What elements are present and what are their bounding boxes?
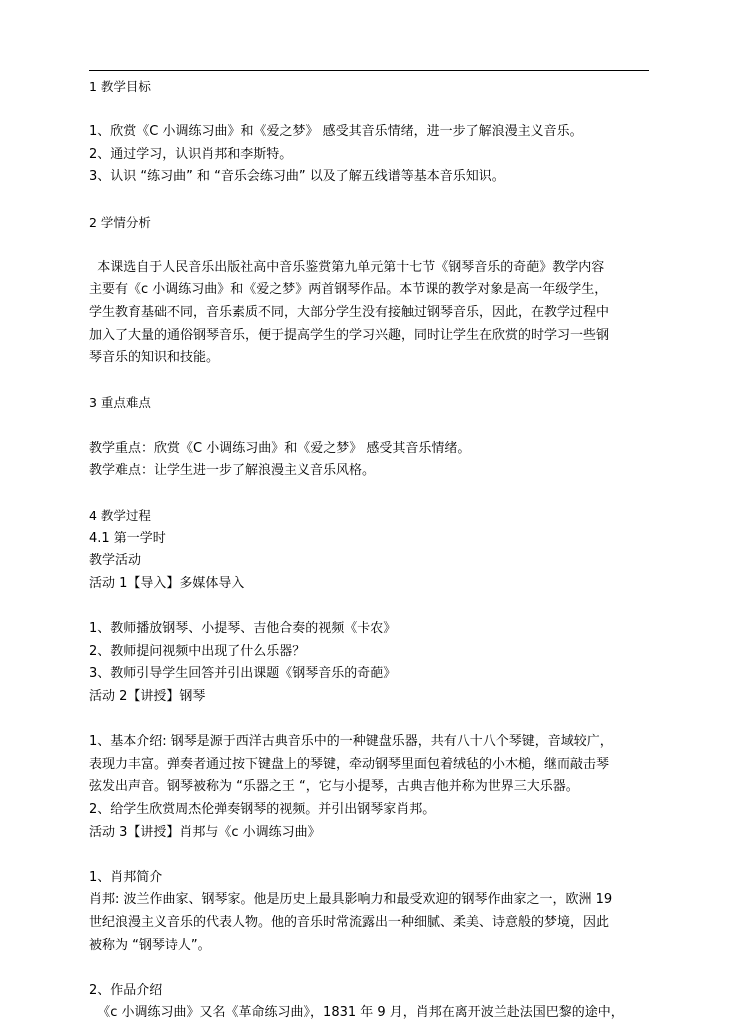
section-heading-goals: 1 教学目标 [89,79,151,94]
section-heading-process: 4 教学过程 [89,508,151,524]
activity-line: 弦发出声音。钢琴被称为 “乐器之王 “，它与小提琴，古典吉他并称为世界三大乐器。 [89,779,579,795]
spacer [89,189,649,212]
activity-line: 表现力丰富。弹奏者通过按下键盘上的琴键，牵动钢琴里面包着绒毡的小木槌，继而敲击琴 [89,756,610,772]
analysis-line: 本课选自于人民音乐出版社高中音乐鉴赏第九单元第十七节《钢琴音乐的奇葩》教学内容 [89,259,605,275]
chopin-intro-line: 肖邦: 波兰作曲家、钢琴家。他是历史上最具影响力和最受欢迎的钢琴作曲家之一，欧洲 19 [89,892,613,908]
spacer [89,415,649,438]
analysis-line: 学生教育基础不同，音乐素质不同，大部分学生没有接触过钢琴音乐，因此，在教学过程中 [89,304,610,320]
spacer [89,99,649,122]
spacer [89,483,649,506]
works-heading: 2、作品介绍 [89,982,163,998]
spacer [89,596,649,619]
analysis-line: 琴音乐的知识和技能。 [89,350,220,366]
chopin-intro-heading: 1、肖邦简介 [89,869,163,885]
analysis-line: 主要有《c 小调练习曲》和《爱之梦》两首钢琴作品。本节课的教学对象是高一年级学生， [89,282,608,298]
goal-item: 2、通过学习，认识肖邦和李斯特。 [89,146,293,162]
spacer [89,957,649,980]
chopin-intro-line: 被称为 “钢琴诗人”。 [89,937,211,953]
activity-title: 活动 2【讲授】钢琴 [89,689,206,705]
goal-item: 1、欣赏《C 小调练习曲》和《爱之梦》 感受其音乐情绪，进一步了解浪漫主义音乐。 [89,124,583,140]
spacer [89,234,649,257]
spacer [89,709,649,732]
activity-line: 1、基本介绍: 钢琴是源于西洋古典音乐中的一种键盘乐器，共有八十八个琴键，音域较广， [89,734,613,750]
section-heading-key-points: 3 重点难点 [89,395,151,411]
goal-item: 3、认识 “练习曲” 和 “音乐会练习曲” 以及了解五线谱等基本音乐知识。 [89,169,505,185]
activity-title: 活动 1【导入】多媒体导入 [89,576,245,592]
section-heading-analysis: 2 学情分析 [89,214,151,230]
chopin-intro-line: 世纪浪漫主义音乐的代表人物。他的音乐时常流露出一种细腻、柔美、诗意般的梦境，因此 [89,914,610,930]
spacer [89,370,649,393]
works-line: 《c 小调练习曲》又名《革命练习曲》，1831 年 9 月，肖邦在离开波兰赴法国巴黎的途中， [89,1005,624,1021]
activity-item: 2、教师提问视频中出现了什么乐器？ [89,643,306,659]
activity-title: 活动 3【讲授】肖邦与《c 小调练习曲》 [89,824,321,840]
activity-line: 2、给学生欣赏周杰伦弹奏钢琴的视频。并引出钢琴家肖邦。 [89,802,436,817]
header-rule [89,70,649,71]
sub-heading-first-lesson: 4.1 第一学时 [89,530,166,546]
document-body [89,76,649,1025]
key-point-item: 教学重点：欣赏《C 小调练习曲》和《爱之梦》 感受其音乐情绪。 [89,440,471,456]
spacer [89,844,649,867]
activity-item: 1、教师播放钢琴、小提琴、吉他合奏的视频《卡农》 [89,621,397,637]
key-point-item: 教学难点：让学生进一步了解浪漫主义音乐风格。 [89,463,376,479]
activity-item: 3、教师引导学生回答并引出课题《钢琴音乐的奇葩》 [89,666,397,682]
activities-label: 教学活动 [89,553,142,569]
analysis-line: 加入了大量的通俗钢琴音乐，便于提高学生的学习兴趣，同时让学生在欣赏的时学习一些钢 [89,327,610,343]
